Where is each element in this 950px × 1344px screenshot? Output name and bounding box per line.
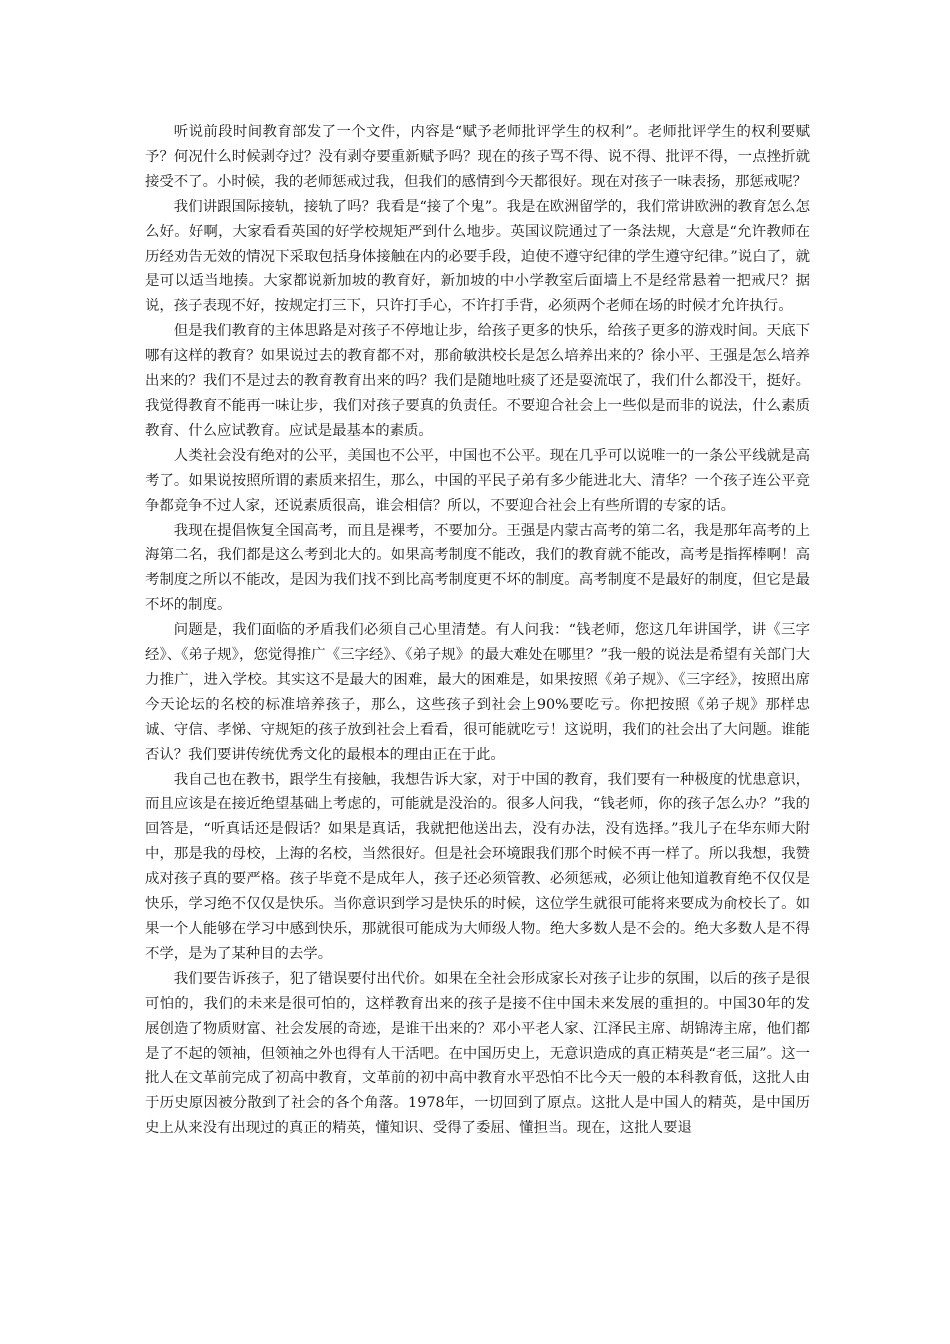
paragraph-2: 我们讲跟国际接轨，接轨了吗？我看是“接了个鬼”。我是在欧洲留学的，我们常讲欧洲的教育怎么怎么好。好啊，大家看看英国的好学校规矩严到什么地步。英国议院通过了一条法规，大意是“允许教师在历经劝告无效的情况下采取包括身体接触在内的必要手段，迫使不遵守纪律的学生遵守纪律。”说白了，就是可以适当地揍。大家都说新加坡的教育好，新加坡的中小学教室后面墙上不是经常悬着一把戒尺？据说，孩子表现不好，按规定打三下，只许打手心，不许打手背，必须两个老师在场的时候才允许执行。: [145, 198, 810, 315]
paragraph-8: 我们要告诉孩子，犯了错误要付出代价。如果在全社会形成家长对孩子让步的氛围，以后的孩子是很可怕的，我们的未来是很可怕的，这样教育出来的孩子是接不住中国未来发展的重担的。中国30年的发展创造了物质财富、社会发展的奇迹，是谁干出来的？邓小平老人家、江泽民主席、胡锦涛主席，他们都是了不起的领袖，但领袖之外也得有人干活吧。在中国历史上，无意识造成的真正精英是“老三届”。这一批人在文革前完成了初高中教育，文革前的初中高中教育水平恐怕不比今天一般的本科教育低，这批人由于历史原因被分散到了社会的各个角落。1978年，一切回到了原点。这批人是中国人的精英，是中国历史上从来没有出现过的真正的精英，懂知识、受得了委屈、懂担当。现在，这批人要退: [145, 970, 810, 1137]
paragraph-3: 但是我们教育的主体思路是对孩子不停地让步，给孩子更多的快乐，给孩子更多的游戏时间。天底下哪有这样的教育？如果说过去的教育都不对，那俞敏洪校长是怎么培养出来的？徐小平、王强是怎么培养出来的？我们不是过去的教育教育出来的吗？我们是随地吐痰了还是耍流氓了，我们什么都没干，挺好。我觉得教育不能再一味让步，我们对孩子要真的负责任。不要迎合社会上一些似是而非的说法，什么素质教育、什么应试教育。应试是最基本的素质。: [145, 323, 810, 439]
document-body: [145, 120, 810, 1141]
paragraph-6: 问题是，我们面临的矛盾我们必须自己心里清楚。有人问我：“钱老师，您这几年讲国学，讲《三字经》、《弟子规》，您觉得推广《三字经》、《弟子规》的最大难处在哪里？”我一般的说法是希望有关部门大力推广，进入学校。其实这不是最大的困难，最大的困难是，如果按照《弟子规》、《三字经》，按照出席今天论坛的名校的标准培养孩子，那么，这些孩子到社会上90%要吃亏。你把按照《弟子规》那样忠诚、守信、孝悌、守规矩的孩子放到社会上看看，很可能就吃亏！这说明，我们的社会出了大问题。谁能否认？我们要讲传统优秀文化的最根本的理由正在于此。: [145, 622, 810, 763]
paragraph-7: 我自己也在教书，跟学生有接触，我想告诉大家，对于中国的教育，我们要有一种极度的忧患意识，而且应该是在接近绝望基础上考虑的，可能就是没治的。很多人问我，“钱老师，你的孩子怎么办？”我的回答是，“听真话还是假话？如果是真话，我就把他送出去，没有办法，没有选择。”我儿子在华东师大附中，那是我的母校，上海的名校，当然很好。但是社会环境跟我们那个时候不再一样了。所以我想，我赞成对孩子真的要严格。孩子毕竟不是成年人，孩子还必须管教、必须惩戒，必须让他知道教育绝不仅仅是快乐，学习绝不仅仅是快乐。当你意识到学习是快乐的时候，这位学生就很可能将来要成为俞校长了。如果一个人能够在学习中感到快乐，那就很可能成为大师级人物。绝大多数人是不会的。绝大多数人是不得不学，是为了某种目的去学。: [145, 771, 810, 962]
paragraph-5: 我现在提倡恢复全国高考，而且是裸考，不要加分。王强是内蒙古高考的第二名，我是那年高考的上海第二名，我们都是这么考到北大的。如果高考制度不能改，我们的教育就不能改，高考是指挥棒啊！高考制度之所以不能改，是因为我们找不到比高考制度更不坏的制度。高考制度不是最好的制度，但它是最不坏的制度。: [145, 522, 810, 614]
paragraph-1: 听说前段时间教育部发了一个文件，内容是“赋予老师批评学生的权利”。老师批评学生的权利要赋予？何况什么时候剥夺过？没有剥夺要重新赋予吗？现在的孩子骂不得、说不得、批评不得，一点挫折就接受不了。小时候，我的老师惩戒过我，但我们的感情到今天都很好。现在对孩子一味表扬，那惩戒呢？: [145, 124, 810, 190]
paragraph-4: 人类社会没有绝对的公平，美国也不公平，中国也不公平。现在几乎可以说唯一的一条公平线就是高考了。如果说按照所谓的素质来招生，那么，中国的平民子弟有多少能进北大、清华？一个孩子连公平竞争都竞争不过人家，还说素质很高，谁会相信？所以，不要迎合社会上有些所谓的专家的话。: [145, 447, 810, 514]
